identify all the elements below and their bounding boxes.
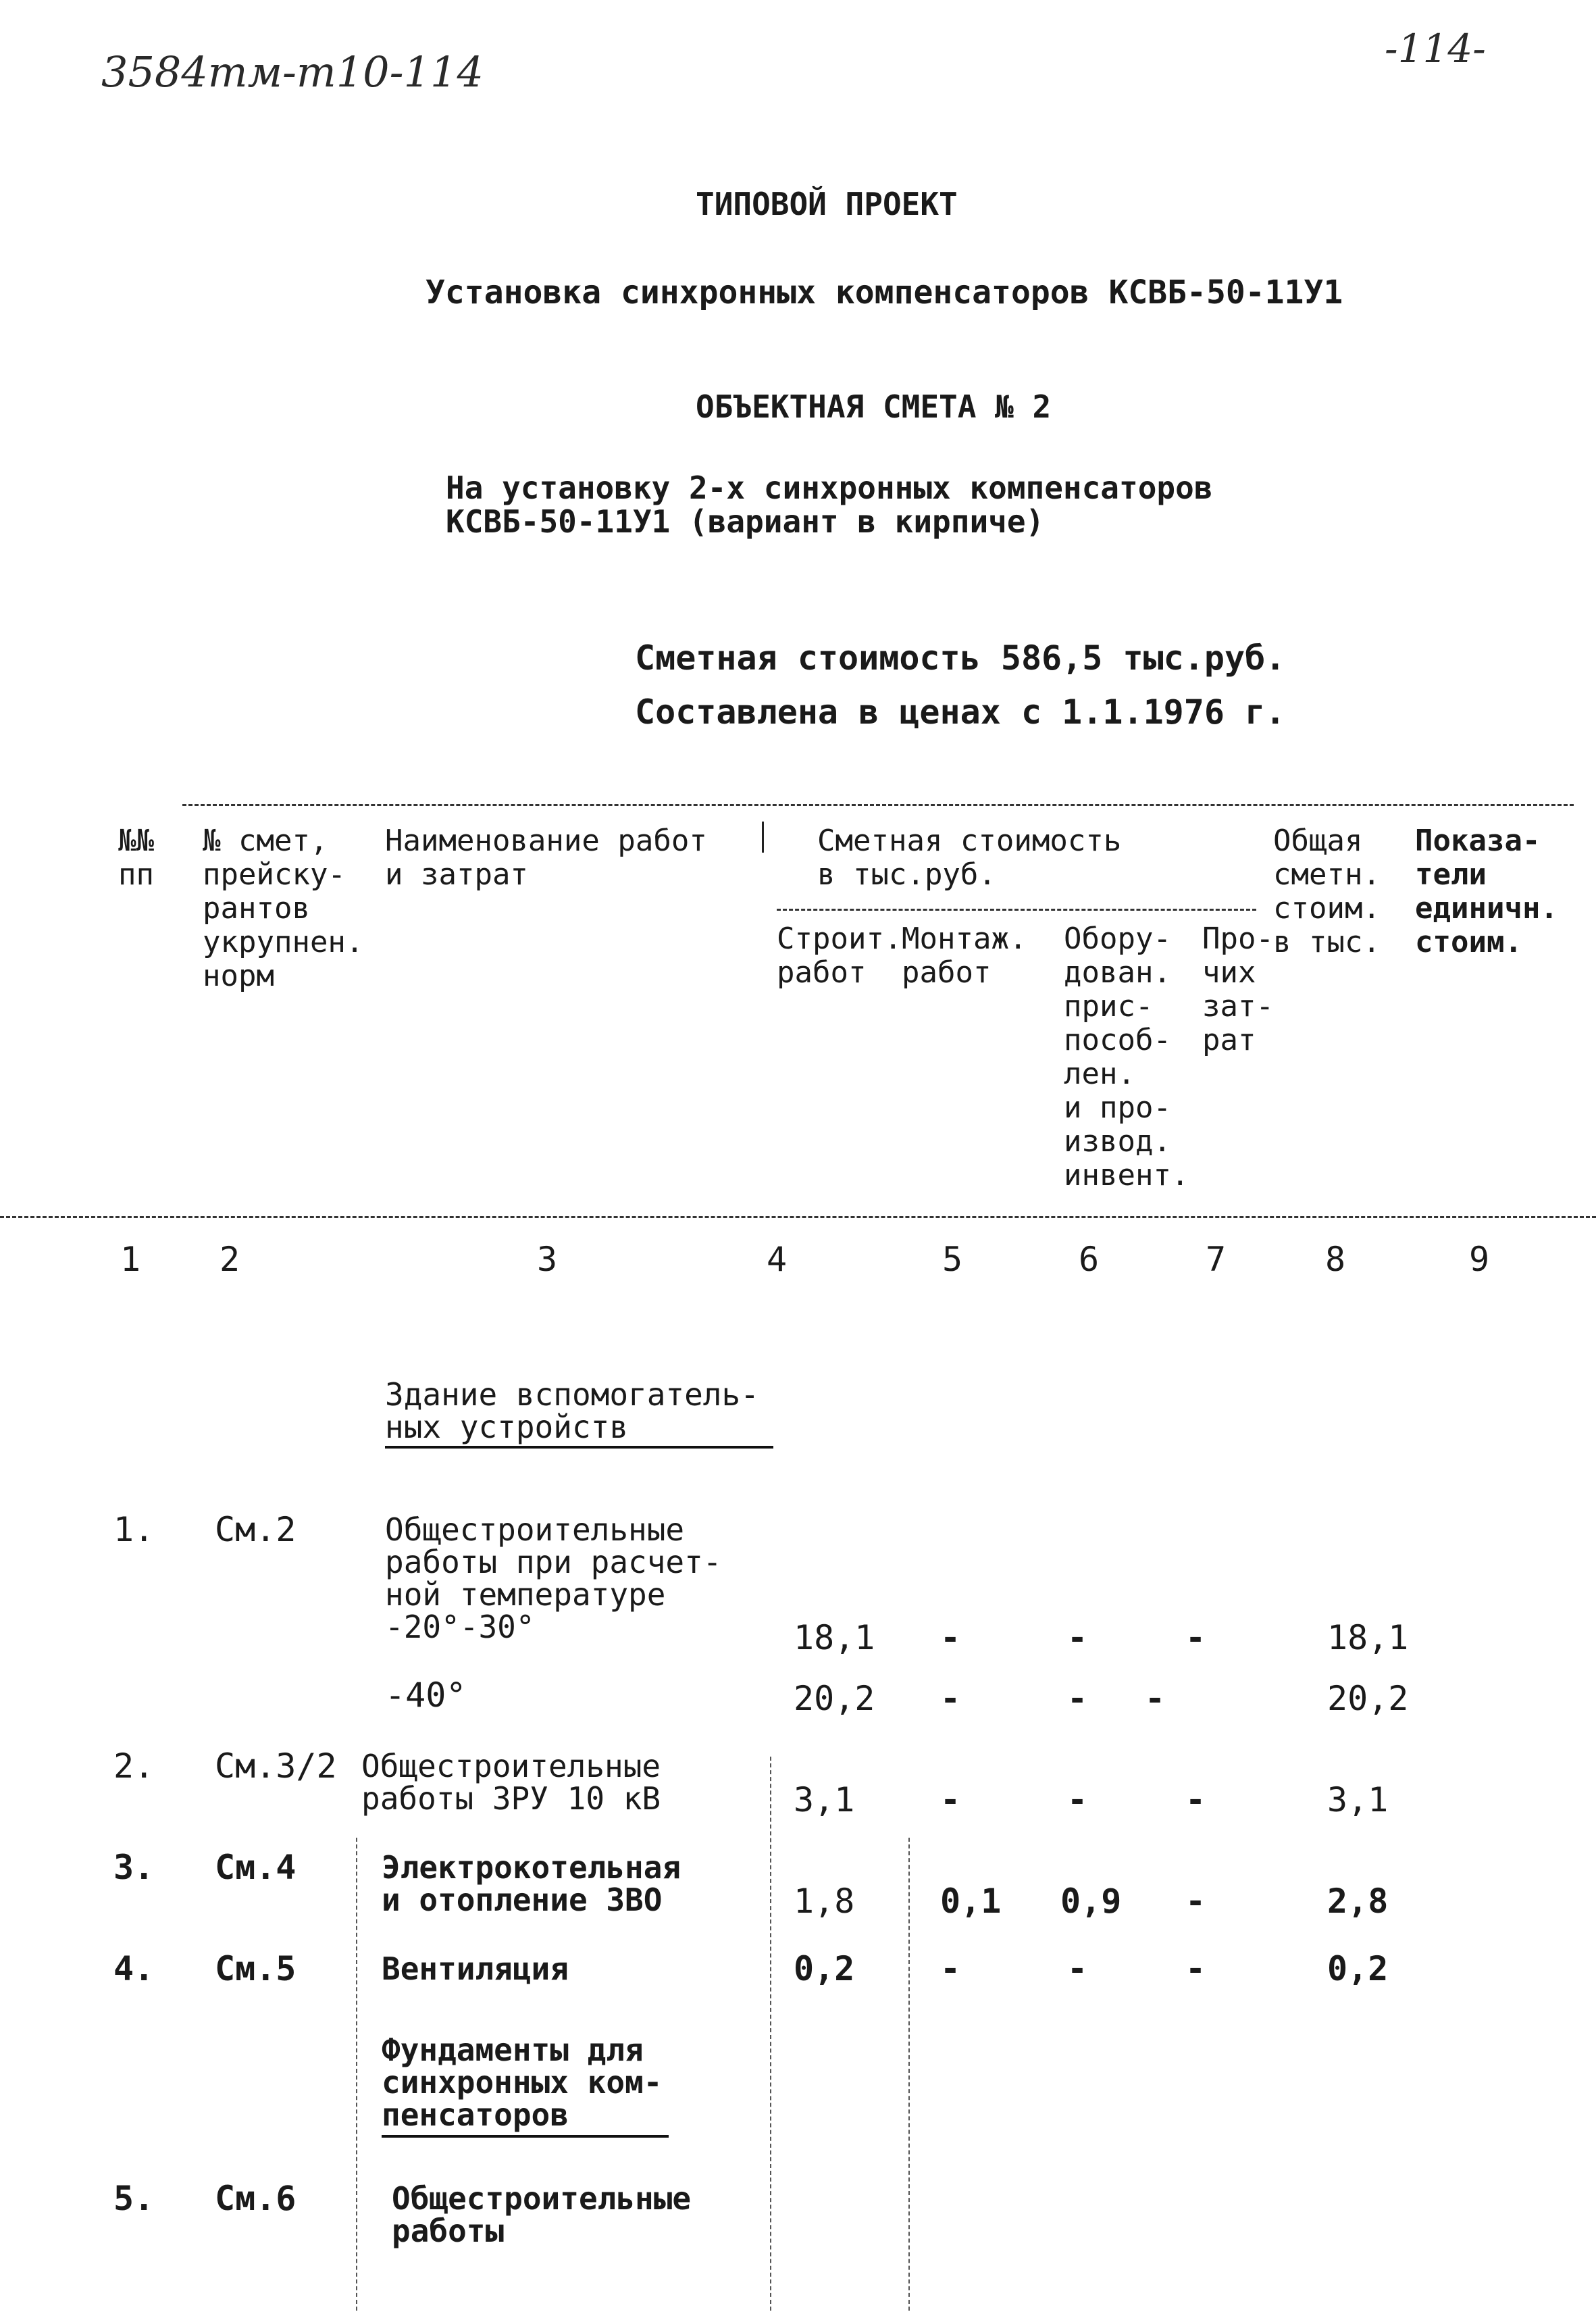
- column-separator-2: [770, 1757, 771, 2311]
- column-number-9: 9: [1469, 1240, 1490, 1279]
- header-col8: Общая сметн. стоим. в тыс.: [1273, 824, 1381, 959]
- row-1-installation: -: [940, 1618, 961, 1657]
- group-rule: [777, 909, 1256, 911]
- header-col6: Обору- дован. прис- пособ- лен. и про- извод. инвент.: [1064, 922, 1189, 1192]
- row-1-construction: 18,1: [794, 1618, 875, 1657]
- column-number-4: 4: [767, 1240, 788, 1279]
- header-bottom-rule: [0, 1216, 1596, 1218]
- header-col7: Про- чих зат- рат: [1202, 922, 1274, 1057]
- row-1-number: 1.: [113, 1510, 155, 1549]
- column-number-1: 1: [120, 1240, 141, 1279]
- column-separator-1: [356, 1838, 357, 2311]
- estimate-title: ОБЪЕКТНАЯ СМЕТА № 2: [696, 388, 1052, 425]
- row-2-equipment: -: [1067, 1780, 1088, 1819]
- row-2-other: -: [1185, 1780, 1206, 1819]
- row-1b-construction: 20,2: [794, 1679, 875, 1718]
- row-5-ref: См.6: [215, 2179, 297, 2218]
- header-col9: Показа- тели единичн. стоим.: [1415, 824, 1558, 959]
- header-col5: Монтаж. работ: [902, 922, 1027, 990]
- header-col2: № смет, прейску- рантов укрупнен. норм: [203, 824, 364, 993]
- column-number-7: 7: [1206, 1240, 1227, 1279]
- row-1-other: -: [1185, 1618, 1206, 1657]
- column-number-3: 3: [537, 1240, 558, 1279]
- row-1b-name: -40°: [385, 1676, 467, 1715]
- row-4-ref: См.5: [215, 1949, 297, 1988]
- document-title: ТИПОВОЙ ПРОЕКТ: [696, 186, 958, 222]
- row-3-construction: 1,8: [794, 1882, 855, 1921]
- header-col3: Наименование работ и затрат: [385, 824, 707, 892]
- column-number-5: 5: [942, 1240, 963, 1279]
- header-group: Сметная стоимость в тыс.руб.: [817, 824, 1122, 892]
- column-number-6: 6: [1079, 1240, 1100, 1279]
- row-2-number: 2.: [113, 1746, 155, 1786]
- column-number-8: 8: [1325, 1240, 1346, 1279]
- row-1-ref: См.2: [215, 1510, 297, 1549]
- row-4-construction: 0,2: [794, 1949, 855, 1988]
- purpose-line-1: На установку 2-х синхронных компенсаторов: [446, 470, 1213, 506]
- row-3-ref: См.4: [215, 1848, 297, 1887]
- row-1-total: 18,1: [1327, 1618, 1409, 1657]
- row-2-ref: См.3/2: [215, 1746, 337, 1786]
- row-1b-installation: -: [940, 1679, 961, 1718]
- row-4-other: -: [1185, 1949, 1206, 1988]
- row-2-construction: 3,1: [794, 1780, 855, 1819]
- document-subtitle: Установка синхронных компенсаторов КСВБ-50-11У1: [426, 274, 1343, 311]
- column-separator-3: [908, 1838, 910, 2311]
- table-top-rule: [182, 804, 1574, 806]
- row-4-installation: -: [940, 1949, 961, 1988]
- column-number-2: 2: [220, 1240, 240, 1279]
- row-1b-other: -: [1145, 1679, 1166, 1718]
- doc-code: 3584тм-т10-114: [101, 47, 484, 97]
- price-basis: Составлена в ценах с 1.1.1976 г.: [635, 693, 1286, 732]
- row-2-name: Общестроительные работы ЗРУ 10 кВ: [361, 1748, 661, 1817]
- row-4-number: 4.: [113, 1949, 155, 1988]
- row-3-installation: 0,1: [940, 1882, 1002, 1921]
- row-4-name: Вентиляция: [382, 1951, 569, 1987]
- header-col1: №№ пп: [118, 824, 154, 892]
- row-3-equipment: 0,9: [1060, 1882, 1122, 1921]
- row-1-name: Общестроительные работы при расчет- ной температуре -20°-30°: [385, 1511, 722, 1645]
- row-3-total: 2,8: [1327, 1882, 1389, 1921]
- row-1-equipment: -: [1067, 1618, 1088, 1657]
- row-1b-equipment: -: [1067, 1679, 1088, 1718]
- section-underline: [385, 1446, 773, 1449]
- row-4-total: 0,2: [1327, 1949, 1389, 1988]
- row-4-equipment: -: [1067, 1949, 1088, 1988]
- row-2-total: 3,1: [1327, 1780, 1389, 1819]
- purpose-line-2: КСВБ-50-11У1 (вариант в кирпиче): [446, 503, 1045, 540]
- row-3-number: 3.: [113, 1848, 155, 1887]
- row-5-name: Общестроительные работы: [392, 2180, 692, 2249]
- header-col4: Строит. работ: [777, 922, 902, 990]
- header-tick: [762, 822, 765, 853]
- row-3-name: Электрокотельная и отопление ЗВО: [382, 1849, 681, 1918]
- row-1b-total: 20,2: [1327, 1679, 1409, 1718]
- row-2-installation: -: [940, 1780, 961, 1819]
- section-heading-auxiliary-building: Здание вспомогатель- ных устройств: [385, 1376, 759, 1445]
- row-5-number: 5.: [113, 2179, 155, 2218]
- row-3-other: -: [1185, 1882, 1206, 1921]
- section-heading-foundations: Фундаменты для синхронных ком- пенсаторов: [382, 2032, 663, 2133]
- estimated-cost: Сметная стоимость 586,5 тыс.руб.: [635, 638, 1286, 678]
- page-number: -114-: [1385, 26, 1486, 72]
- section-underline-2: [382, 2135, 669, 2138]
